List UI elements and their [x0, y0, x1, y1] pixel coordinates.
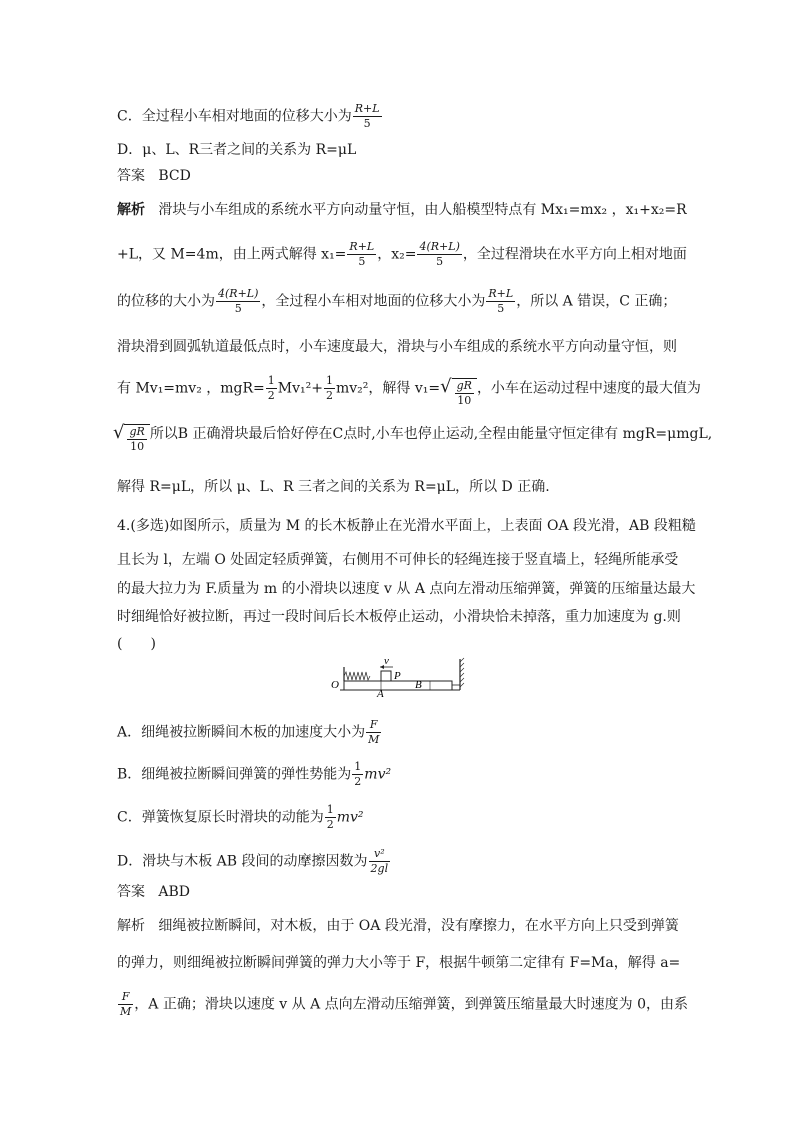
text: D．滑块与木板 AB 段间的动摩擦因数为 — [117, 853, 368, 870]
text: ，小车在运动过程中速度的最大值为 — [476, 380, 701, 397]
text: 所以B 正确滑块最后恰好停在C点时,小车也停止运动,全程由能量守恒定律有 mgR=μmgL, — [149, 426, 713, 442]
frac-den: M — [120, 1004, 132, 1018]
spring — [344, 672, 370, 680]
analysis-label: 解析 — [117, 202, 145, 218]
text: ，全过程滑块在水平方向上相对地面 — [462, 246, 687, 263]
frac-num: gR — [456, 379, 472, 393]
frac-num: 1 — [326, 374, 333, 387]
frac-num: F — [118, 990, 133, 1005]
text: 的位移的大小为 — [117, 293, 215, 310]
frac-den: M — [368, 732, 380, 746]
q4-stem-line-5: ( ) — [117, 636, 156, 652]
fraction — [216, 287, 260, 316]
text: 有 Mv₁=mv₂ ，mgR= — [117, 380, 265, 397]
frac-num: 1 — [326, 803, 334, 816]
label-p: P — [394, 670, 401, 682]
frac-den: 2 — [326, 388, 333, 402]
frac-den: 5 — [436, 254, 444, 268]
prev-analysis-line-5 — [117, 374, 701, 408]
frac-den: 5 — [497, 301, 505, 315]
fraction — [352, 760, 363, 789]
frac-num: v² — [369, 847, 391, 862]
option-text: C．全过程小车相对地面的位移大小为 — [117, 108, 352, 125]
frac-den: 2 — [354, 774, 362, 788]
q4-answer — [117, 885, 190, 899]
text: ，所以 A 错误，C 正确； — [516, 293, 677, 310]
sqrt: √ $\frac{gR}{10}$ — [440, 378, 477, 408]
frac-den: 2gl — [370, 861, 389, 875]
answer-label: 答案 — [117, 168, 145, 184]
q4-stem-line-1: 4.(多选)如图所示，质量为 M 的长木板静止在光滑水平面上，上表面 OA 段光滑，AB 段粗糙 — [117, 518, 696, 534]
frac-num: R+L — [488, 287, 514, 300]
fraction — [353, 102, 382, 131]
text: ，x₂= — [377, 246, 417, 263]
fraction — [118, 990, 133, 1019]
label-o: O — [331, 679, 339, 691]
q4-option-b — [117, 760, 391, 789]
long-board — [344, 681, 452, 690]
fraction — [325, 803, 336, 832]
q4-analysis-line-3 — [117, 990, 688, 1019]
fraction — [266, 374, 277, 403]
prev-analysis-line-3 — [117, 287, 676, 316]
frac-num: gR — [129, 425, 145, 438]
text: ，A 正确；滑块以速度 v 从 A 点向左滑动压缩弹簧，到弹簧压缩量最大时速度为 0，由系 — [134, 996, 689, 1013]
text: mv² — [336, 809, 364, 826]
text: ，全过程小车相对地面的位移大小为 — [261, 293, 486, 310]
answer-value: BCD — [158, 168, 191, 184]
analysis-label: 解析 — [117, 918, 145, 934]
text: mv₂²，解得 v₁= — [336, 380, 441, 397]
sqrt: √ $\frac{gR}{10}$ — [113, 424, 150, 454]
frac-num: R+L — [354, 102, 380, 115]
text: C．弹簧恢复原长时滑块的动能为 — [117, 809, 324, 826]
prev-answer — [117, 169, 191, 183]
q4-stem-line-3: 的最大拉力为 F.质量为 m 的小滑块以速度 v 从 A 点向左滑动压缩弹簧，弹簧的压缩量达最大 — [117, 581, 696, 597]
q4-analysis-line-2: 的弹力，则细绳被拉断瞬间弹簧的弹力大小等于 F，根据牛顿第二定律有 F=Ma，解得 a= — [117, 955, 681, 971]
prev-analysis-line-4: 滑块滑到圆弧轨道最低点时，小车速度最大，滑块与小车组成的系统水平方向动量守恒，则 — [117, 339, 677, 355]
frac-den: 5 — [358, 254, 366, 268]
frac-num: 4(R+L) — [218, 287, 259, 300]
frac-den: 10 — [457, 394, 472, 407]
frac-den: 5 — [363, 116, 371, 130]
fraction — [369, 847, 391, 876]
fraction — [366, 718, 381, 747]
prev-analysis-line-6 — [113, 424, 712, 454]
slider-block — [381, 671, 391, 681]
board-diagram — [330, 657, 465, 697]
q4-option-a — [117, 718, 382, 747]
q4-analysis-line-1 — [117, 919, 679, 933]
frac-num: R+L — [349, 240, 375, 253]
prev-analysis-line-7: 解得 R=μL，所以 μ、L、R 三者之间的关系为 R=μL，所以 D 正确. — [117, 479, 550, 495]
frac-den: 5 — [234, 301, 242, 315]
analysis-text: 细绳被拉断瞬间，对木板，由于 OA 段光滑，没有摩擦力，在水平方向上只受到弹簧 — [158, 918, 679, 934]
fraction — [347, 240, 376, 269]
frac-num: 1 — [354, 760, 362, 773]
frac-num: F — [366, 718, 381, 733]
frac-den: 10 — [130, 439, 145, 453]
q4-stem-line-4: 时细绳恰好被拉断，再过一段时间后长木板停止运动，小滑块恰未掉落，重力加速度为 g.则 — [117, 609, 681, 625]
answer-value: ABD — [158, 884, 190, 900]
frac-num: 4(R+L) — [419, 240, 460, 253]
frac-den: 2 — [326, 817, 334, 831]
label-a: A — [377, 688, 384, 697]
answer-label: 答案 — [117, 884, 145, 900]
fraction — [324, 374, 335, 403]
frac-den: 2 — [267, 388, 275, 402]
text: A．细绳被拉断瞬间木板的加速度大小为 — [117, 724, 366, 741]
q4-option-d — [117, 847, 391, 876]
text: mv² — [364, 766, 392, 783]
fraction — [486, 287, 515, 316]
text: B．细绳被拉断瞬间弹簧的弹性势能为 — [117, 766, 352, 783]
prev-analysis-line-2 — [117, 240, 687, 269]
text: Mv₁²+ — [277, 380, 323, 397]
q4-stem-line-2: 且长为 l，左端 O 处固定轻质弹簧，右侧用不可伸长的轻绳连接于竖直墙上，轻绳所能承受 — [117, 552, 679, 568]
q4-option-c — [117, 803, 364, 832]
fraction — [417, 240, 461, 269]
text: +L，又 M=4m，由上两式解得 x₁= — [117, 246, 347, 263]
prev-analysis-line-1 — [117, 203, 687, 217]
prev-option-d: D．μ、L、R三者之间的关系为 R=μL — [117, 142, 357, 158]
analysis-text: 滑块与小车组成的系统水平方向动量守恒，由人船模型特点有 Mx₁=mx₂ ，x₁+x₂=R — [158, 202, 687, 218]
frac-num: 1 — [267, 374, 275, 387]
label-b: B — [415, 679, 422, 691]
wall-hatch — [460, 658, 464, 687]
prev-option-c — [117, 102, 383, 131]
label-v: v — [384, 657, 389, 667]
